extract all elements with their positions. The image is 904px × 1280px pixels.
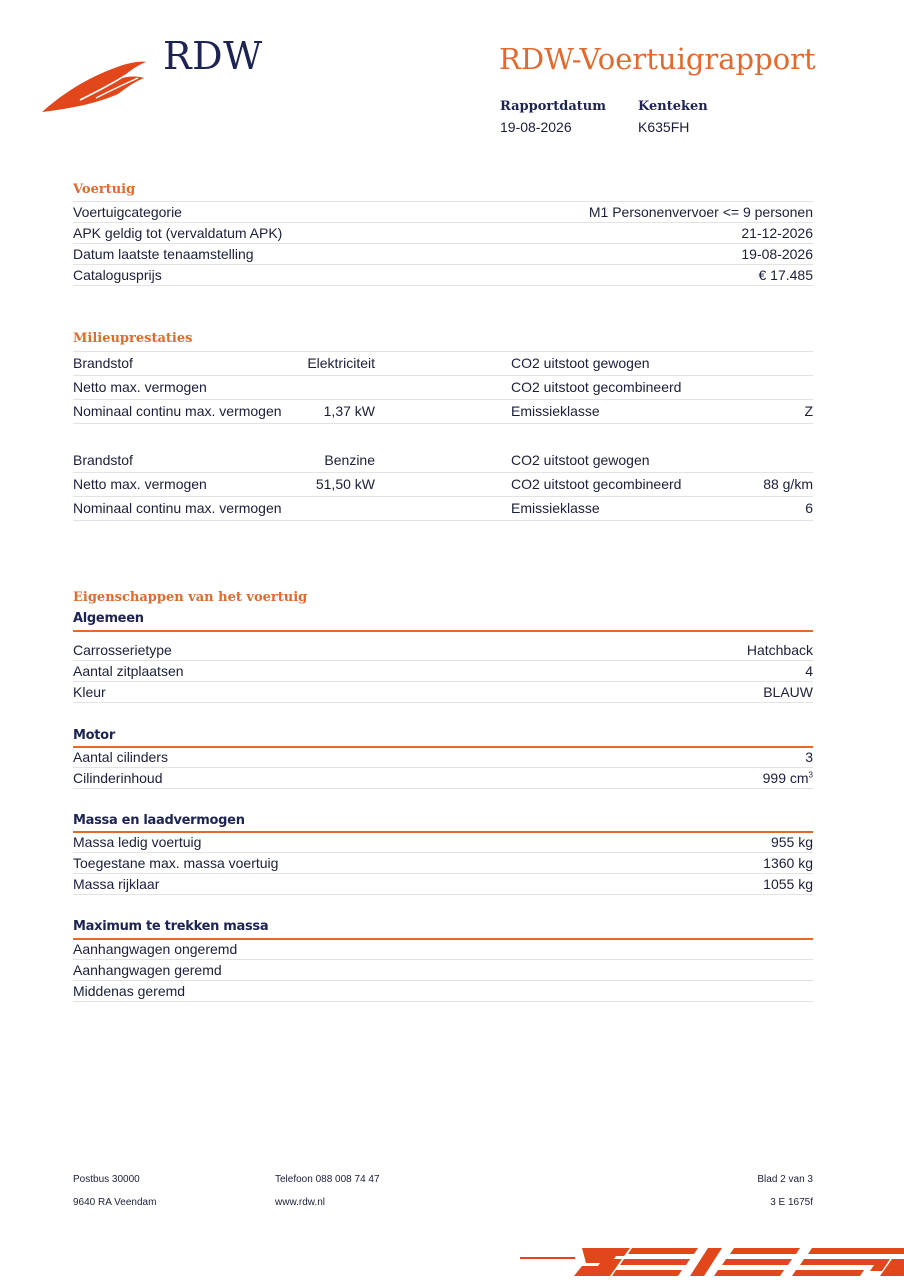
algemeen-table	[73, 640, 813, 703]
row-value: 6	[805, 500, 813, 516]
row-value: 51,50 kW	[315, 476, 375, 492]
table-row	[73, 874, 813, 895]
table-row	[73, 853, 813, 874]
row-value: Z	[804, 403, 813, 419]
row-label: Aanhangwagen ongeremd	[73, 941, 238, 957]
row-value: M1 Personenvervoer <= 9 personen	[588, 204, 813, 220]
row-label: Emissieklasse	[511, 403, 600, 419]
footer-stripes-decoration-icon	[520, 1244, 904, 1280]
row-label: Brandstof	[73, 355, 133, 371]
row-value: Hatchback	[746, 642, 813, 658]
table-row	[73, 981, 813, 1002]
table-row	[73, 768, 813, 789]
row-value: 88 g/km	[763, 476, 813, 492]
unit-exponent: 3	[808, 770, 813, 780]
table-row	[73, 497, 813, 521]
logo-text: RDW	[163, 34, 263, 78]
table-row	[73, 960, 813, 981]
milieu-block-2	[73, 449, 813, 521]
rapportdatum-value: 19-08-2026	[500, 119, 572, 135]
row-label: Catalogusprijs	[73, 267, 162, 283]
row-label: Brandstof	[73, 452, 133, 468]
section-title-milieu: Milieuprestaties	[73, 331, 193, 346]
table-row	[73, 449, 813, 473]
row-value: 1055 kg	[763, 876, 813, 892]
massa-table	[73, 832, 813, 895]
kenteken-value: K635FH	[638, 119, 690, 135]
row-label: Aantal zitplaatsen	[73, 663, 184, 679]
row-label: Massa ledig voertuig	[73, 834, 202, 850]
row-label: CO2 uitstoot gewogen	[511, 355, 650, 371]
row-label: Massa rijklaar	[73, 876, 160, 892]
row-label: Aantal cilinders	[73, 749, 168, 765]
rapportdatum-label: Rapportdatum	[500, 99, 606, 114]
table-row	[73, 640, 813, 661]
table-row	[73, 376, 813, 400]
row-label: Datum laatste tenaamstelling	[73, 246, 254, 262]
subsection-title-motor: Motor	[73, 728, 115, 743]
table-row	[73, 473, 813, 497]
row-label: CO2 uitstoot gewogen	[511, 452, 650, 468]
row-label: CO2 uitstoot gecombineerd	[511, 476, 682, 492]
row-label: Aanhangwagen geremd	[73, 962, 222, 978]
row-label: Kleur	[73, 684, 106, 700]
rdw-logo-icon	[40, 56, 150, 116]
row-label: Netto max. vermogen	[73, 379, 207, 395]
section-title-eigenschappen: Eigenschappen van het voertuig	[73, 590, 308, 605]
row-label: Netto max. vermogen	[73, 476, 207, 492]
table-row	[73, 352, 813, 376]
footer-postbus: Postbus 30000	[73, 1174, 140, 1185]
kenteken-label: Kenteken	[638, 99, 708, 114]
row-label: Nominaal continu max. vermogen	[73, 500, 282, 516]
row-value: 1,37 kW	[323, 403, 375, 419]
row-label: Cilinderinhoud	[73, 770, 163, 786]
row-value: 19-08-2026	[741, 246, 813, 262]
row-value: 3	[805, 749, 813, 765]
row-value: Elektriciteit	[307, 355, 375, 371]
cilinderinhoud-value: 999 cm	[762, 770, 809, 786]
table-row	[73, 661, 813, 682]
milieu-block-1	[73, 351, 813, 424]
motor-table	[73, 747, 813, 789]
row-value: 4	[805, 663, 813, 679]
row-value: BLAUW	[763, 684, 813, 700]
subsection-title-trekken: Maximum te trekken massa	[73, 919, 269, 934]
row-label: Emissieklasse	[511, 500, 600, 516]
row-value: Benzine	[324, 452, 375, 468]
row-value	[763, 770, 813, 786]
section-divider	[73, 630, 813, 632]
row-label: APK geldig tot (vervaldatum APK)	[73, 225, 283, 241]
footer-website[interactable]: www.rdw.nl	[275, 1197, 326, 1208]
row-label: CO2 uitstoot gecombineerd	[511, 379, 682, 395]
table-row	[73, 400, 813, 424]
footer-telefoon: Telefoon 088 008 74 47	[275, 1174, 380, 1185]
table-row	[73, 223, 813, 244]
row-value: 955 kg	[770, 834, 813, 850]
footer-document-code: 3 E 1675f	[770, 1197, 813, 1208]
table-row	[73, 202, 813, 223]
trekken-table	[73, 939, 813, 1002]
row-label: Middenas geremd	[73, 983, 186, 999]
table-row	[73, 265, 813, 286]
table-row	[73, 832, 813, 853]
row-value: 1360 kg	[763, 855, 813, 871]
section-title-voertuig: Voertuig	[73, 182, 136, 197]
table-row	[73, 747, 813, 768]
table-row	[73, 939, 813, 960]
voertuig-table	[73, 201, 813, 286]
report-title: RDW-Voertuigrapport	[499, 42, 816, 76]
row-label: Carrosserietype	[73, 642, 172, 658]
row-label: Nominaal continu max. vermogen	[73, 403, 282, 419]
row-value: € 17.485	[758, 267, 813, 283]
footer-page-number: Blad 2 van 3	[757, 1174, 813, 1185]
footer-plaats: 9640 RA Veendam	[73, 1197, 157, 1208]
table-row	[73, 682, 813, 703]
subsection-title-algemeen: Algemeen	[73, 611, 144, 626]
subsection-title-massa: Massa en laadvermogen	[73, 813, 245, 828]
row-label: Voertuigcategorie	[73, 204, 182, 220]
row-label: Toegestane max. massa voertuig	[73, 855, 279, 871]
row-value: 21-12-2026	[741, 225, 813, 241]
table-row	[73, 244, 813, 265]
